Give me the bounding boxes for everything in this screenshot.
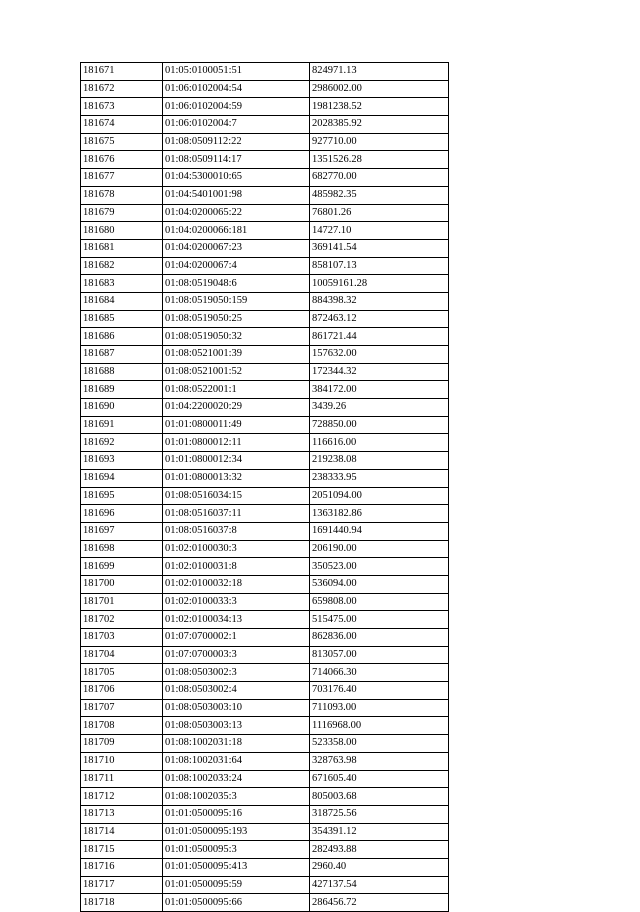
amount-cell: 515475.00 — [310, 611, 449, 629]
row-id-cell: 181688 — [81, 363, 163, 381]
table-row — [81, 133, 449, 151]
amount-cell: 714066.30 — [310, 664, 449, 682]
table-row — [81, 416, 449, 434]
amount-cell: 824971.13 — [310, 63, 449, 81]
row-id-cell: 181693 — [81, 452, 163, 470]
cadastral-number-cell: 01:08:1002031:64 — [163, 752, 310, 770]
cadastral-number-cell: 01:02:0100032:18 — [163, 575, 310, 593]
amount-cell: 2051094.00 — [310, 487, 449, 505]
cadastral-number-cell: 01:01:0500095:413 — [163, 858, 310, 876]
row-id-cell: 181695 — [81, 487, 163, 505]
table-row — [81, 858, 449, 876]
table-body — [81, 63, 449, 912]
amount-cell: 536094.00 — [310, 575, 449, 593]
amount-cell: 861721.44 — [310, 328, 449, 346]
table-row — [81, 328, 449, 346]
row-id-cell: 181680 — [81, 222, 163, 240]
row-id-cell: 181682 — [81, 257, 163, 275]
row-id-cell: 181712 — [81, 788, 163, 806]
cadastral-number-cell: 01:08:0509112:22 — [163, 133, 310, 151]
amount-cell: 1981238.52 — [310, 98, 449, 116]
amount-cell: 858107.13 — [310, 257, 449, 275]
cadastral-number-cell: 01:08:0509114:17 — [163, 151, 310, 169]
amount-cell: 659808.00 — [310, 593, 449, 611]
table-row — [81, 487, 449, 505]
row-id-cell: 181686 — [81, 328, 163, 346]
cadastral-number-cell: 01:08:1002033:24 — [163, 770, 310, 788]
row-id-cell: 181715 — [81, 841, 163, 859]
cadastral-number-cell: 01:08:0503002:4 — [163, 682, 310, 700]
table-row — [81, 770, 449, 788]
row-id-cell: 181700 — [81, 575, 163, 593]
row-id-cell: 181677 — [81, 169, 163, 187]
table-row — [81, 310, 449, 328]
table-row — [81, 80, 449, 98]
row-id-cell: 181697 — [81, 522, 163, 540]
row-id-cell: 181674 — [81, 116, 163, 134]
amount-cell: 282493.88 — [310, 841, 449, 859]
amount-cell: 884398.32 — [310, 292, 449, 310]
amount-cell: 3439.26 — [310, 399, 449, 417]
cadastral-number-cell: 01:01:0800011:49 — [163, 416, 310, 434]
row-id-cell: 181717 — [81, 876, 163, 894]
table-row — [81, 469, 449, 487]
row-id-cell: 181689 — [81, 381, 163, 399]
cadastral-number-cell: 01:04:0200065:22 — [163, 204, 310, 222]
cadastral-number-cell: 01:08:0516037:8 — [163, 522, 310, 540]
cadastral-number-cell: 01:07:0700002:1 — [163, 629, 310, 647]
table-row — [81, 876, 449, 894]
table-row — [81, 629, 449, 647]
cadastral-number-cell: 01:05:0100051:51 — [163, 63, 310, 81]
cadastral-number-cell: 01:04:5300010:65 — [163, 169, 310, 187]
amount-cell: 286456.72 — [310, 894, 449, 912]
table-row — [81, 346, 449, 364]
cadastral-number-cell: 01:04:0200066:181 — [163, 222, 310, 240]
amount-cell: 354391.12 — [310, 823, 449, 841]
cadastral-number-cell: 01:08:0519048:6 — [163, 275, 310, 293]
table-row — [81, 98, 449, 116]
amount-cell: 238333.95 — [310, 469, 449, 487]
data-table — [80, 62, 449, 912]
cadastral-number-cell: 01:08:0516034:15 — [163, 487, 310, 505]
table-row — [81, 558, 449, 576]
row-id-cell: 181691 — [81, 416, 163, 434]
row-id-cell: 181713 — [81, 805, 163, 823]
row-id-cell: 181675 — [81, 133, 163, 151]
amount-cell: 10059161.28 — [310, 275, 449, 293]
table-row — [81, 186, 449, 204]
cadastral-number-cell: 01:01:0500095:193 — [163, 823, 310, 841]
table-row — [81, 699, 449, 717]
amount-cell: 671605.40 — [310, 770, 449, 788]
table-row — [81, 646, 449, 664]
table-row — [81, 611, 449, 629]
cadastral-number-cell: 01:06:0102004:7 — [163, 116, 310, 134]
row-id-cell: 181705 — [81, 664, 163, 682]
cadastral-number-cell: 01:01:0500095:66 — [163, 894, 310, 912]
table-row — [81, 735, 449, 753]
amount-cell: 1363182.86 — [310, 505, 449, 523]
table-row — [81, 894, 449, 912]
amount-cell: 872463.12 — [310, 310, 449, 328]
row-id-cell: 181685 — [81, 310, 163, 328]
cadastral-number-cell: 01:01:0800012:11 — [163, 434, 310, 452]
cadastral-number-cell: 01:08:0516037:11 — [163, 505, 310, 523]
row-id-cell: 181681 — [81, 239, 163, 257]
cadastral-number-cell: 01:04:5401001:98 — [163, 186, 310, 204]
row-id-cell: 181676 — [81, 151, 163, 169]
cadastral-number-cell: 01:02:0100034:13 — [163, 611, 310, 629]
row-id-cell: 181698 — [81, 540, 163, 558]
row-id-cell: 181684 — [81, 292, 163, 310]
row-id-cell: 181699 — [81, 558, 163, 576]
amount-cell: 862836.00 — [310, 629, 449, 647]
amount-cell: 1116968.00 — [310, 717, 449, 735]
cadastral-number-cell: 01:01:0500095:3 — [163, 841, 310, 859]
row-id-cell: 181678 — [81, 186, 163, 204]
row-id-cell: 181679 — [81, 204, 163, 222]
cadastral-number-cell: 01:08:1002035:3 — [163, 788, 310, 806]
amount-cell: 728850.00 — [310, 416, 449, 434]
amount-cell: 14727.10 — [310, 222, 449, 240]
amount-cell: 350523.00 — [310, 558, 449, 576]
amount-cell: 703176.40 — [310, 682, 449, 700]
amount-cell: 157632.00 — [310, 346, 449, 364]
cadastral-number-cell: 01:01:0500095:59 — [163, 876, 310, 894]
table-row — [81, 239, 449, 257]
cadastral-number-cell: 01:02:0100031:8 — [163, 558, 310, 576]
cadastral-number-cell: 01:01:0500095:16 — [163, 805, 310, 823]
table-row — [81, 593, 449, 611]
row-id-cell: 181701 — [81, 593, 163, 611]
table-row — [81, 752, 449, 770]
table-row — [81, 452, 449, 470]
table-row — [81, 522, 449, 540]
cadastral-number-cell: 01:08:1002031:18 — [163, 735, 310, 753]
cadastral-number-cell: 01:02:0100030:3 — [163, 540, 310, 558]
cadastral-number-cell: 01:08:0521001:39 — [163, 346, 310, 364]
amount-cell: 711093.00 — [310, 699, 449, 717]
amount-cell: 2960.40 — [310, 858, 449, 876]
amount-cell: 523358.00 — [310, 735, 449, 753]
amount-cell: 2028385.92 — [310, 116, 449, 134]
row-id-cell: 181687 — [81, 346, 163, 364]
row-id-cell: 181694 — [81, 469, 163, 487]
table-row — [81, 204, 449, 222]
row-id-cell: 181703 — [81, 629, 163, 647]
amount-cell: 485982.35 — [310, 186, 449, 204]
row-id-cell: 181672 — [81, 80, 163, 98]
table-row — [81, 664, 449, 682]
row-id-cell: 181708 — [81, 717, 163, 735]
table-row — [81, 63, 449, 81]
amount-cell: 805003.68 — [310, 788, 449, 806]
table-row — [81, 257, 449, 275]
row-id-cell: 181714 — [81, 823, 163, 841]
row-id-cell: 181683 — [81, 275, 163, 293]
table-row — [81, 292, 449, 310]
row-id-cell: 181692 — [81, 434, 163, 452]
cadastral-number-cell: 01:07:0700003:3 — [163, 646, 310, 664]
row-id-cell: 181710 — [81, 752, 163, 770]
table-row — [81, 682, 449, 700]
amount-cell: 2986002.00 — [310, 80, 449, 98]
cadastral-number-cell: 01:01:0800013:32 — [163, 469, 310, 487]
table-row — [81, 575, 449, 593]
table-row — [81, 116, 449, 134]
table-row — [81, 151, 449, 169]
row-id-cell: 181709 — [81, 735, 163, 753]
amount-cell: 427137.54 — [310, 876, 449, 894]
row-id-cell: 181696 — [81, 505, 163, 523]
amount-cell: 328763.98 — [310, 752, 449, 770]
amount-cell: 927710.00 — [310, 133, 449, 151]
cadastral-number-cell: 01:08:0519050:32 — [163, 328, 310, 346]
table-row — [81, 399, 449, 417]
row-id-cell: 181671 — [81, 63, 163, 81]
row-id-cell: 181706 — [81, 682, 163, 700]
amount-cell: 206190.00 — [310, 540, 449, 558]
amount-cell: 76801.26 — [310, 204, 449, 222]
cadastral-number-cell: 01:08:0521001:52 — [163, 363, 310, 381]
amount-cell: 682770.00 — [310, 169, 449, 187]
row-id-cell: 181690 — [81, 399, 163, 417]
cadastral-number-cell: 01:06:0102004:59 — [163, 98, 310, 116]
table-row — [81, 381, 449, 399]
cadastral-number-cell: 01:08:0503003:13 — [163, 717, 310, 735]
cadastral-number-cell: 01:01:0800012:34 — [163, 452, 310, 470]
table-row — [81, 823, 449, 841]
amount-cell: 813057.00 — [310, 646, 449, 664]
amount-cell: 172344.32 — [310, 363, 449, 381]
row-id-cell: 181718 — [81, 894, 163, 912]
cadastral-number-cell: 01:04:2200020:29 — [163, 399, 310, 417]
cadastral-number-cell: 01:04:0200067:4 — [163, 257, 310, 275]
table-row — [81, 275, 449, 293]
row-id-cell: 181716 — [81, 858, 163, 876]
table-row — [81, 169, 449, 187]
cadastral-number-cell: 01:02:0100033:3 — [163, 593, 310, 611]
amount-cell: 116616.00 — [310, 434, 449, 452]
row-id-cell: 181707 — [81, 699, 163, 717]
row-id-cell: 181704 — [81, 646, 163, 664]
table-row — [81, 505, 449, 523]
amount-cell: 318725.56 — [310, 805, 449, 823]
cadastral-number-cell: 01:08:0519050:159 — [163, 292, 310, 310]
table-row — [81, 222, 449, 240]
cadastral-number-cell: 01:08:0522001:1 — [163, 381, 310, 399]
amount-cell: 369141.54 — [310, 239, 449, 257]
amount-cell: 1351526.28 — [310, 151, 449, 169]
amount-cell: 219238.08 — [310, 452, 449, 470]
table-row — [81, 540, 449, 558]
cadastral-number-cell: 01:08:0503003:10 — [163, 699, 310, 717]
row-id-cell: 181711 — [81, 770, 163, 788]
table-row — [81, 434, 449, 452]
cadastral-number-cell: 01:04:0200067:23 — [163, 239, 310, 257]
cadastral-number-cell: 01:08:0503002:3 — [163, 664, 310, 682]
amount-cell: 1691440.94 — [310, 522, 449, 540]
table-row — [81, 363, 449, 381]
cadastral-number-cell: 01:08:0519050:25 — [163, 310, 310, 328]
table-row — [81, 841, 449, 859]
table-row — [81, 805, 449, 823]
row-id-cell: 181673 — [81, 98, 163, 116]
cadastral-number-cell: 01:06:0102004:54 — [163, 80, 310, 98]
table-row — [81, 788, 449, 806]
amount-cell: 384172.00 — [310, 381, 449, 399]
row-id-cell: 181702 — [81, 611, 163, 629]
table-row — [81, 717, 449, 735]
